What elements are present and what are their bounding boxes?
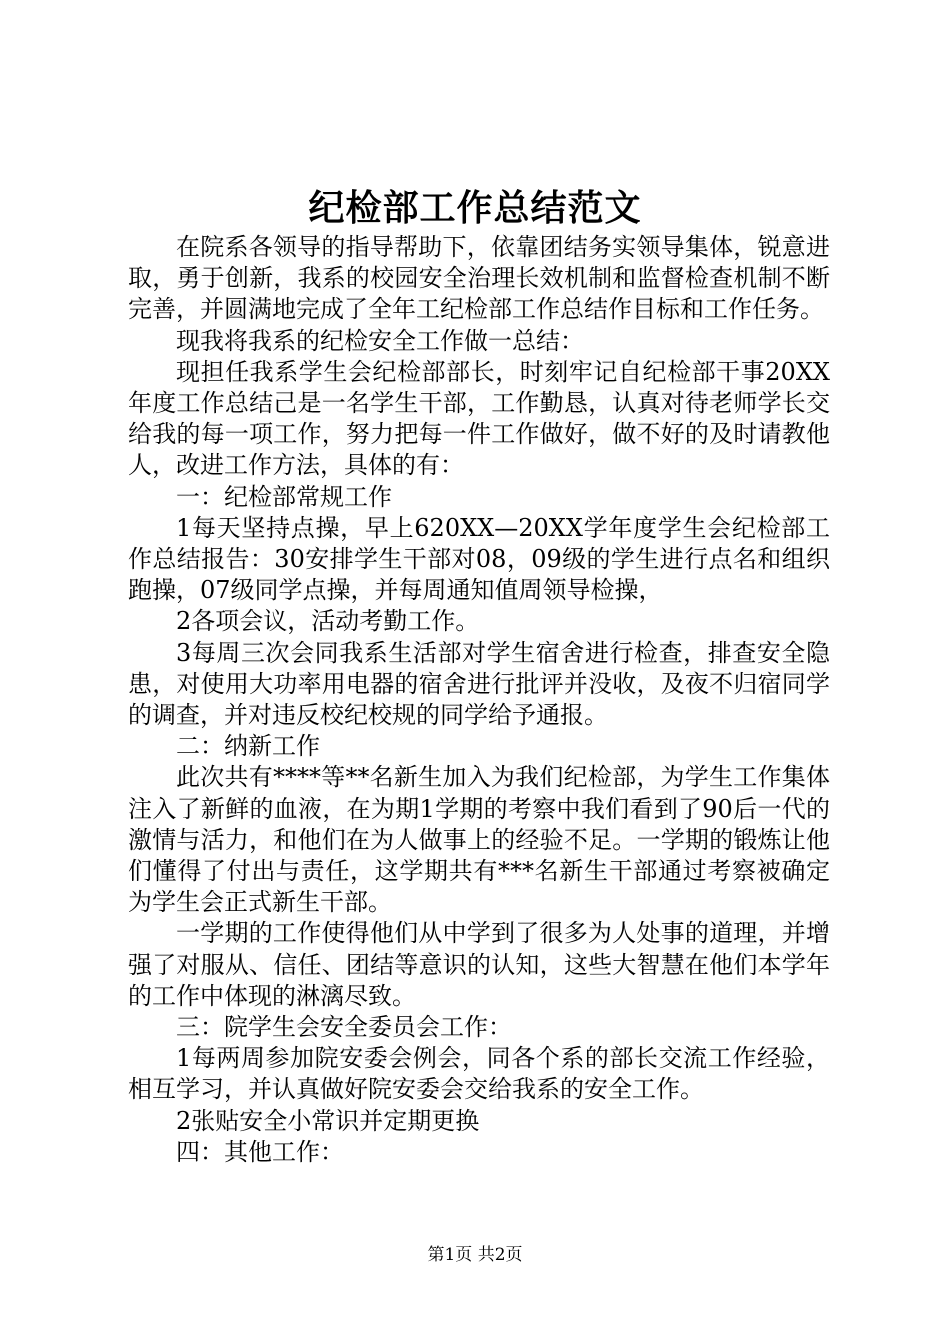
section-heading-safety-committee: 三：院学生会安全委员会工作： [176,1013,512,1042]
paragraph-safety-2: 2张贴安全小常识并定期更换 [176,1106,480,1135]
paragraph-routine-3: 3每周三次会同我系生活部对学生宿舍进行检查，排查安全隐患，对使用大功率用电器的宿舍进行批评并没收，及夜不归宿同学的调查，并对违反校纪校规的同学给予通报。 [128,638,830,730]
section-heading-other: 四：其他工作： [176,1137,344,1166]
paragraph-intro: 在院系各领导的指导帮助下，依靠团结务实领导集体，锐意进取，勇于创新，我系的校园安全治理长效机制和监督检查机制不断完善，并圆满地完成了全年工纪检部工作总结作目标和工作任务。 [128,233,830,324]
section-heading-recruitment: 二：纳新工作 [176,732,320,761]
document-title: 纪检部工作总结范文 [308,187,642,229]
paragraph-routine-1: 1每天坚持点操，早上620XX—20XX学年度学生会纪检部工作总结报告：30安排学生干部对08，09级的学生进行点名和组织跑操，07级同学点操，并每周通知值周领导检操， [128,513,830,605]
paragraph-safety-1: 1每两周参加院安委会例会，同各个系的部长交流工作经验，相互学习，并认真做好院安委会交给我系的安全工作。 [128,1044,830,1104]
section-heading-routine: 一：纪检部常规工作 [176,482,392,511]
paragraph-summary-lead: 现我将我系的纪检安全工作做一总结： [176,326,584,355]
document-body [128,232,830,1168]
paragraph-recruitment-1: 此次共有****等**名新生加入为我们纪检部，为学生工作集体注入了新鲜的血液，在为期1学期的考察中我们看到了90后一代的激情与活力，和他们在为人做事上的经验不足。一学期的锻炼让他们懂得了付出与责任，这学期共有***名新生干部通过考察被确定为学生会正式新生干部。 [128,763,830,917]
paragraph-recruitment-2: 一学期的工作使得他们从中学到了很多为人处事的道理，并增强了对服从、信任、团结等意识的认知，这些大智慧在他们本学年的工作中体现的淋漓尽致。 [128,919,830,1010]
paragraph-role: 现担任我系学生会纪检部部长，时刻牢记自纪检部干事20XX年度工作总结己是一名学生干部，工作勤恳，认真对待老师学长交给我的每一项工作，努力把每一件工作做好，做不好的及时请教他人，改进工作方法，具体的有： [128,357,830,480]
paragraph-routine-2: 2各项会议，活动考勤工作。 [176,607,480,636]
page-number: 第1页 共2页 [427,1245,523,1265]
